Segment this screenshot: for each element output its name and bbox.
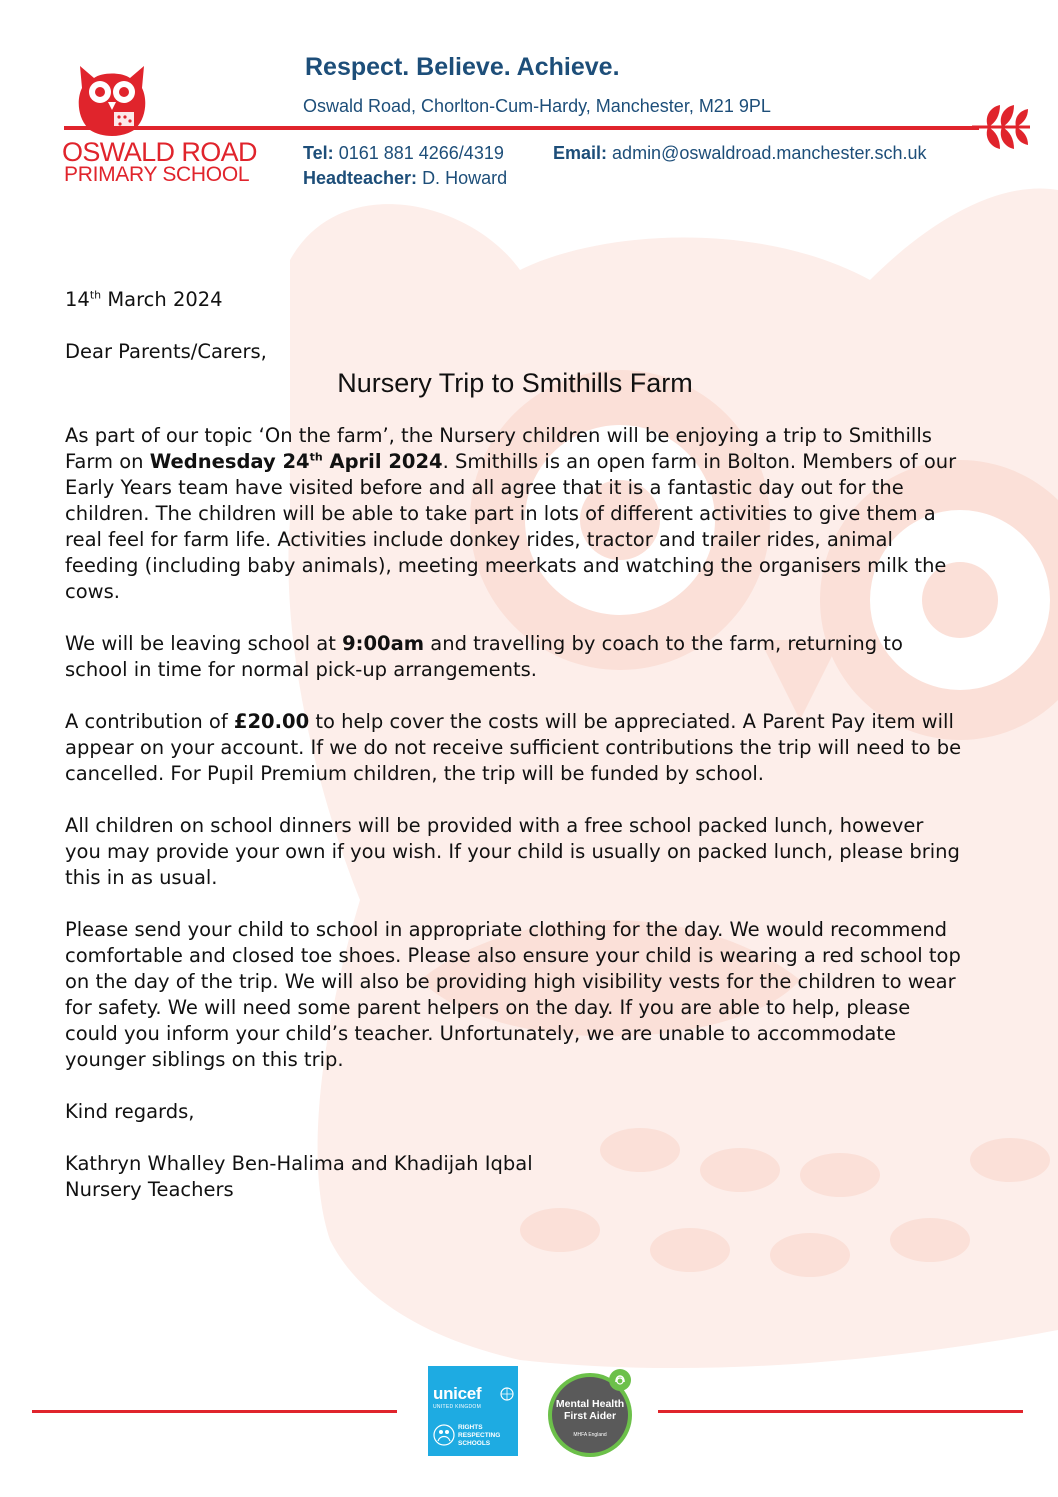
date-suffix: th (89, 288, 102, 302)
programme-line3: SCHOOLS (458, 1440, 491, 1447)
rights-respecting-emblem-icon (433, 1424, 455, 1446)
signatory-names: Kathryn Whalley Ben-Halima and Khadijah Iqbal (65, 1152, 533, 1175)
p2-text-a: We will be leaving school at (65, 632, 343, 655)
email-line (553, 143, 926, 164)
unicef-globe-icon (500, 1387, 514, 1401)
date-day: 14 (65, 288, 90, 311)
letter-date (65, 287, 965, 313)
closing: Kind regards, (65, 1100, 195, 1123)
email-value: admin@oswaldroad.manchester.sch.uk (612, 143, 927, 163)
mhfa-england: MHFA England (573, 1432, 607, 1438)
signatory-role: Nursery Teachers (65, 1178, 234, 1201)
school-address: Oswald Road, Chorlton-Cum-Hardy, Manchester, M21 9PL (303, 96, 771, 116)
unicef-rights-respecting-schools-badge (428, 1366, 518, 1456)
unicef-country: UNITED KINGDOM (433, 1404, 482, 1410)
school-name-line2: PRIMARY SCHOOL (64, 163, 250, 186)
unicef-wordmark: unicef (433, 1384, 482, 1403)
unicef-programme (458, 1424, 500, 1448)
paragraph-trip-details (65, 423, 965, 605)
headteacher-value: D. Howard (422, 168, 508, 188)
programme-line1: RIGHTS (458, 1424, 483, 1431)
paragraph-lunch: All children on school dinners will be provided with a free school packed lunch, however you may provide your own if you wish. If your child is usually on packed lunch, please bring this in as usual. (65, 814, 960, 889)
mhfa-label (548, 1398, 632, 1422)
footer-divider-left (32, 1410, 397, 1413)
school-motto: Respect. Believe. Achieve. (305, 53, 620, 81)
trip-date (150, 450, 443, 473)
email-label: Email: (553, 143, 608, 163)
header-divider (64, 126, 979, 130)
telephone-line (303, 143, 504, 164)
p1-text-b: . Smithills is an open farm in Bolton. Members of our Early Years team have visited before and all agree that it is a fantastic day out for the children. The children will be able to take part in lots of different activities to give them a real feel for farm life. Activities include donkey rides, tractor and trailer rides, animal feeding (including baby animals), meeting meerkats and watching the organisers milk the cows. (65, 450, 957, 603)
paragraph-contribution (65, 709, 965, 787)
mhfa-line2: First Aider (563, 1410, 617, 1422)
mhfa-line1: Mental Health (555, 1398, 625, 1410)
leaf-branch-icon (970, 103, 1032, 151)
contribution-amount: £20.00 (233, 710, 310, 733)
salutation: Dear Parents/Carers, (65, 340, 267, 363)
p3-text-b: to help cover the costs will be appreciated. A Parent Pay item will appear on your account. If we do not receive sufficient contributions the trip will need to be cancelled. For Pupil Premium children, the trip will be funded by school. (65, 710, 962, 785)
p3-text-a: A contribution of (65, 710, 234, 733)
trip-date-rest: April 2024 (322, 450, 443, 473)
trip-date-day: Wednesday 24 (149, 450, 310, 473)
headteacher-label: Headteacher: (303, 168, 418, 188)
trip-date-suffix: th (309, 450, 323, 464)
departure-time: 9:00am (342, 632, 425, 655)
headteacher-line (303, 168, 507, 189)
letter-body (65, 287, 965, 1203)
p1-text-a: As part of our topic ‘On the farm’, the Nursery children will be enjoying a trip to Smithills Farm on (65, 424, 932, 473)
date-rest: March 2024 (101, 288, 223, 311)
paragraph-clothing: Please send your child to school in appropriate clothing for the day. We would recommend comfortable and closed toe shoes. Please also ensure your child is wearing a red school top on the day of the trip. We will also be providing high visibility vests for the children to wear for safety. We will need some parent helpers on the day. If you are able to help, please could you inform your child’s teacher. Unfortunately, we are unable to accommodate younger siblings on this trip. (65, 918, 961, 1071)
programme-line2: RESPECTING (458, 1432, 501, 1439)
school-name-line1: OSWALD ROAD (62, 137, 257, 167)
paragraph-departure (65, 631, 965, 683)
tel-value: 0161 881 4266/4319 (338, 143, 504, 163)
footer-divider-right (658, 1410, 1023, 1413)
tel-label: Tel: (303, 143, 334, 163)
p2-text-b: and travelling by coach to the farm, returning to school in time for normal pick-up arrangements. (65, 632, 903, 681)
letter-title: Nursery Trip to Smithills Farm (337, 368, 693, 398)
